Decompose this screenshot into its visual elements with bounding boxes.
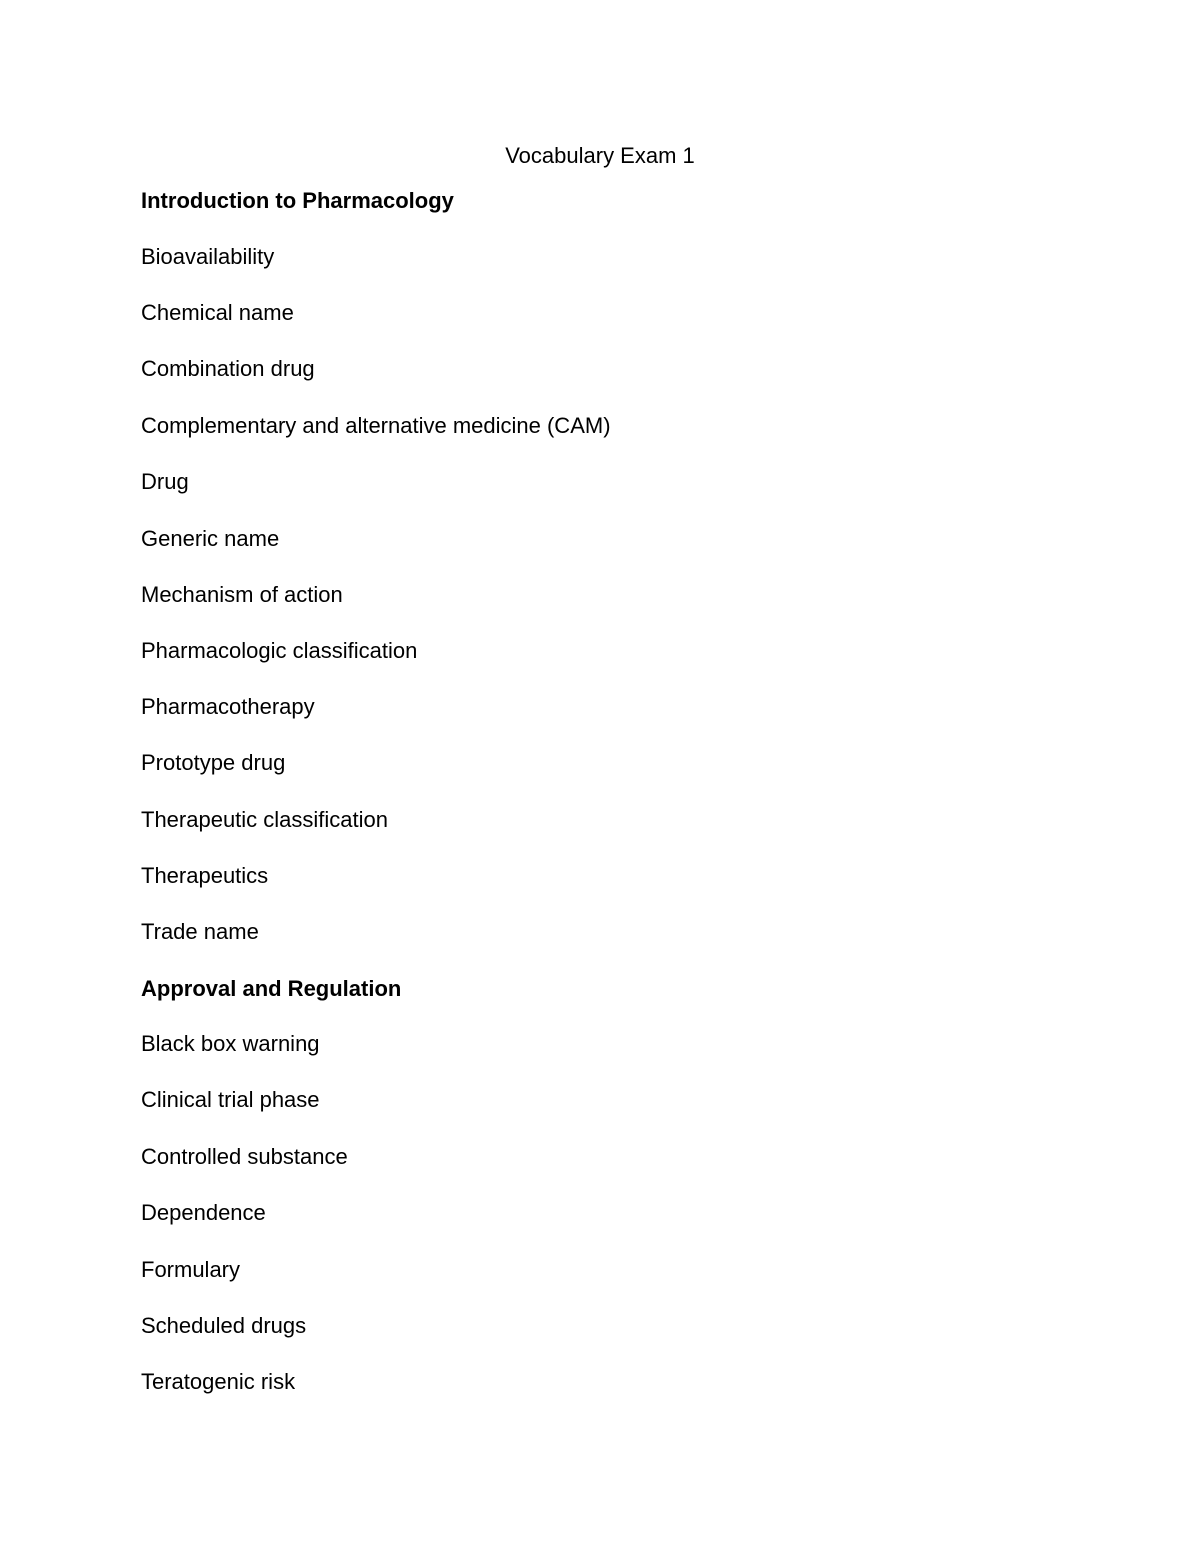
- vocab-term: Formulary: [141, 1257, 241, 1282]
- vocab-term: Controlled substance: [141, 1144, 348, 1169]
- vocab-term: Generic name: [141, 526, 280, 551]
- vocab-term: Pharmacologic classification: [141, 638, 418, 663]
- vocab-term: Therapeutic classification: [141, 807, 389, 832]
- vocab-term: Scheduled drugs: [141, 1313, 307, 1338]
- vocab-term: Black box warning: [141, 1031, 320, 1056]
- vocab-term: Pharmacotherapy: [141, 694, 315, 719]
- section-heading: Introduction to Pharmacology: [141, 188, 454, 213]
- vocab-term: Dependence: [141, 1200, 266, 1225]
- vocab-term: Bioavailability: [141, 244, 275, 269]
- vocab-term: Prototype drug: [141, 750, 286, 775]
- section-heading: Approval and Regulation: [141, 976, 402, 1001]
- vocab-term: Clinical trial phase: [141, 1087, 320, 1112]
- vocab-term: Teratogenic risk: [141, 1369, 296, 1394]
- document-title: Vocabulary Exam 1: [505, 143, 695, 168]
- vocab-term: Complementary and alternative medicine (CAM): [141, 413, 611, 438]
- vocab-term: Mechanism of action: [141, 582, 343, 607]
- vocab-term: Drug: [141, 469, 189, 494]
- vocab-term: Therapeutics: [141, 863, 269, 888]
- vocab-term: Combination drug: [141, 356, 315, 381]
- vocab-term: Chemical name: [141, 300, 294, 325]
- vocab-term: Trade name: [141, 919, 259, 944]
